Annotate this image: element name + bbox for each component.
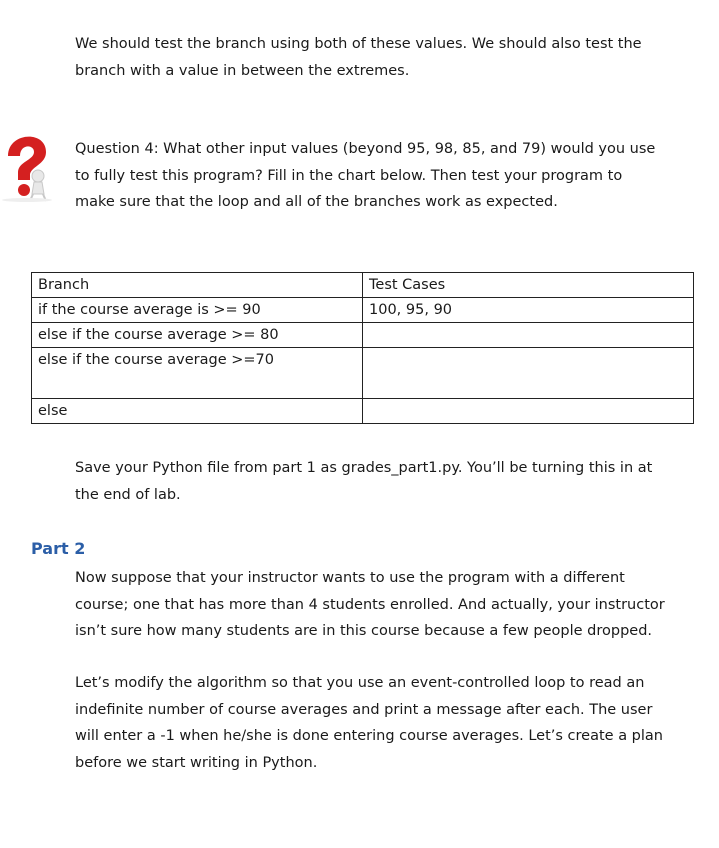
test-cases-cell[interactable] <box>363 323 694 348</box>
branch-cell: else if the course average >= 80 <box>32 323 363 348</box>
branch-cell: if the course average is >= 90 <box>32 298 363 323</box>
table-row <box>32 399 694 424</box>
test-cases-cell[interactable] <box>363 399 694 424</box>
text-line: indefinite number of course averages and print a message after each. The user <box>75 701 653 718</box>
branch-test-table <box>31 272 694 424</box>
table-row <box>32 323 694 348</box>
text-line: make sure that the loop and all of the branches work as expected. <box>75 194 558 210</box>
text-line: We should test the branch using both of these values. We should also test the <box>75 36 642 52</box>
table-header-row <box>32 273 694 298</box>
text-line: branch with a value in between the extremes. <box>75 62 410 79</box>
text-line: Let’s modify the algorithm so that you use an event-controlled loop to read an <box>75 675 645 691</box>
text-line: isn’t sure how many students are in this course because a few people dropped. <box>75 623 653 639</box>
table-row <box>32 348 694 399</box>
test-cases-cell[interactable] <box>363 348 694 399</box>
part-2-plan-paragraph <box>75 670 695 776</box>
header-test-cases: Test Cases <box>363 273 694 298</box>
branch-cell: else if the course average >=70 <box>32 348 363 399</box>
text-line: to fully test this program? Fill in the chart below. Then test your program to <box>75 167 623 184</box>
test-cases-cell[interactable]: 100, 95, 90 <box>363 298 694 323</box>
intro-paragraph <box>75 31 695 84</box>
branch-cell: else <box>32 399 363 424</box>
text-line: Now suppose that your instructor wants to use the program with a different <box>75 570 625 586</box>
text-line: course; one that has more than 4 students enrolled. And actually, your instructor <box>75 596 665 613</box>
text-line: Question 4: What other input values (beyond 95, 98, 85, and 79) would you use <box>75 141 656 157</box>
text-line: will enter a -1 when he/she is done entering course averages. Let’s create a plan <box>75 728 663 744</box>
question-mark-figure-icon <box>0 124 54 202</box>
part-2-paragraph <box>75 565 695 645</box>
text-line: the end of lab. <box>75 486 181 503</box>
part-2-heading: Part 2 <box>31 539 86 558</box>
text-line: Save your Python file from part 1 as grades_part1.py. You’ll be turning this in at <box>75 460 653 476</box>
save-note <box>75 455 695 508</box>
text-line: before we start writing in Python. <box>75 754 318 771</box>
question-4 <box>75 136 695 216</box>
table-row <box>32 298 694 323</box>
header-branch: Branch <box>32 273 363 298</box>
